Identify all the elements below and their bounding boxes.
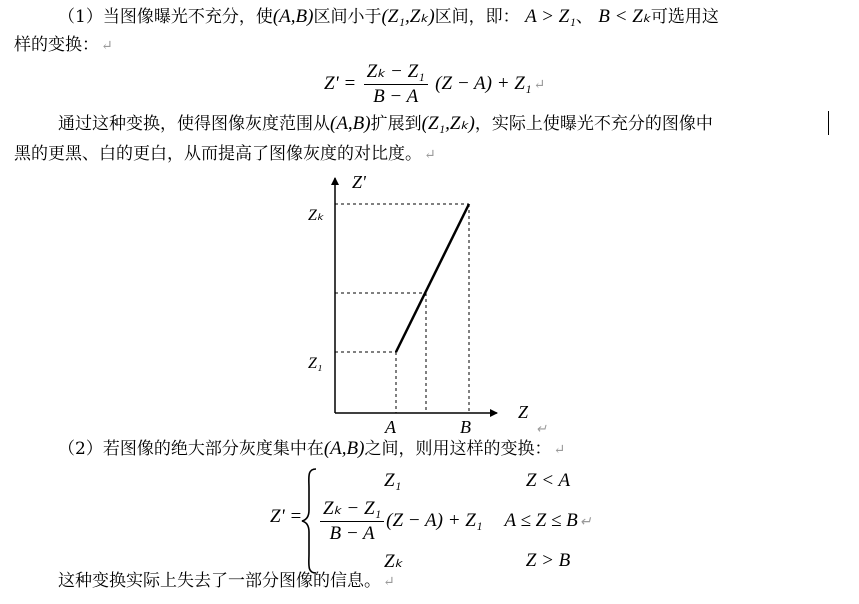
piecewise-cases bbox=[318, 466, 598, 576]
paragraph-mark: ↵ bbox=[101, 38, 113, 54]
left-brace bbox=[300, 466, 320, 576]
p2-prefix: 通过这种变换，使得图像灰度范围从 bbox=[58, 114, 330, 134]
case-2-fraction bbox=[320, 497, 384, 546]
paragraph-2-line-2 bbox=[14, 143, 436, 166]
x-axis-label: Z bbox=[518, 402, 529, 422]
p1-mid: 区间小于 bbox=[313, 7, 382, 27]
case-row-1 bbox=[318, 466, 598, 496]
formula-1-rhs: (Z − A) + Z₁ bbox=[435, 73, 532, 94]
paragraph-2-line-1 bbox=[58, 113, 713, 135]
p2-mid: 扩展到 bbox=[370, 114, 422, 134]
p1-sep: 、 bbox=[575, 7, 593, 27]
p2-range-z: (Z₁,Zₖ) bbox=[421, 113, 475, 134]
paragraph-3 bbox=[58, 438, 565, 461]
p1-cond-2: B < Zₖ bbox=[598, 6, 651, 27]
paragraph-mark: ↵ bbox=[579, 515, 592, 530]
case-3-expr: Zₖ bbox=[384, 550, 403, 572]
contrast-stretch-figure bbox=[300, 168, 560, 438]
case-2-numerator: Zₖ − Z₁ bbox=[320, 497, 384, 522]
y-tick-zk: Zₖ bbox=[308, 207, 324, 224]
p2-range-ab: (A,B) bbox=[330, 113, 371, 134]
formula-1-fraction bbox=[364, 60, 428, 109]
case-3-cond: Z > B bbox=[525, 550, 571, 571]
formula-1-lhs: Z' = bbox=[324, 73, 357, 94]
formula-1 bbox=[324, 60, 545, 109]
p1-prefix: （1）当图像曝光不充分，使 bbox=[58, 7, 273, 27]
paragraph-mark: ↵ bbox=[536, 421, 547, 436]
p3-prefix: （2）若图像的绝大部分灰度集中在 bbox=[58, 439, 324, 459]
case-2-rest: (Z − A) + Z₁ bbox=[386, 509, 483, 531]
p1-range-ab: (A,B) bbox=[272, 6, 314, 27]
case-2-denominator: B − A bbox=[329, 522, 375, 544]
x-tick-b: B bbox=[460, 417, 471, 437]
paragraph-mark: ↵ bbox=[553, 442, 566, 458]
formula-1-numerator: Zₖ − Z₁ bbox=[364, 60, 428, 85]
p1-cond-1: A > Z₁ bbox=[525, 6, 576, 27]
p1-line-2-text: 样的变换： bbox=[14, 35, 99, 55]
case-1-cond: Z < A bbox=[525, 470, 571, 491]
paragraph-mark: ↵ bbox=[424, 147, 436, 163]
case-row-2 bbox=[318, 496, 598, 546]
y-axis-label: Z' bbox=[352, 172, 366, 192]
paragraph-mark: ↵ bbox=[533, 77, 546, 93]
case-2-cond: A ≤ Z ≤ B bbox=[504, 510, 578, 531]
p2-line-2-text: 黑的更黑、白的更白，从而提高了图像灰度的对比度。 bbox=[14, 144, 422, 164]
paragraph-1-line-1 bbox=[58, 6, 719, 28]
p3-suffix: 之间，则用这样的变换： bbox=[364, 439, 552, 459]
y-tick-z1: Z₁ bbox=[308, 355, 323, 372]
paragraph-mark: ↵ bbox=[383, 574, 395, 590]
case-1-expr: Z₁ bbox=[384, 470, 402, 491]
text-cursor bbox=[828, 111, 829, 135]
transfer-line bbox=[396, 204, 469, 352]
paragraph-1-line-2 bbox=[14, 34, 113, 57]
p2-suffix: ，实际上使曝光不充分的图像中 bbox=[474, 114, 713, 134]
formula-2-lhs: Z' = bbox=[270, 506, 303, 527]
p1-range-z: (Z₁,Zₖ) bbox=[381, 6, 435, 27]
p4-text: 这种变换实际上失去了一部分图像的信息。 bbox=[58, 571, 381, 591]
p1-suffix: 可选用这 bbox=[650, 7, 719, 27]
paragraph-4 bbox=[58, 570, 395, 593]
p1-mid2: 区间，即： bbox=[434, 7, 520, 27]
p3-range-ab: (A,B) bbox=[323, 438, 365, 459]
x-tick-a: A bbox=[385, 417, 396, 437]
formula-1-denominator: B − A bbox=[373, 86, 419, 107]
